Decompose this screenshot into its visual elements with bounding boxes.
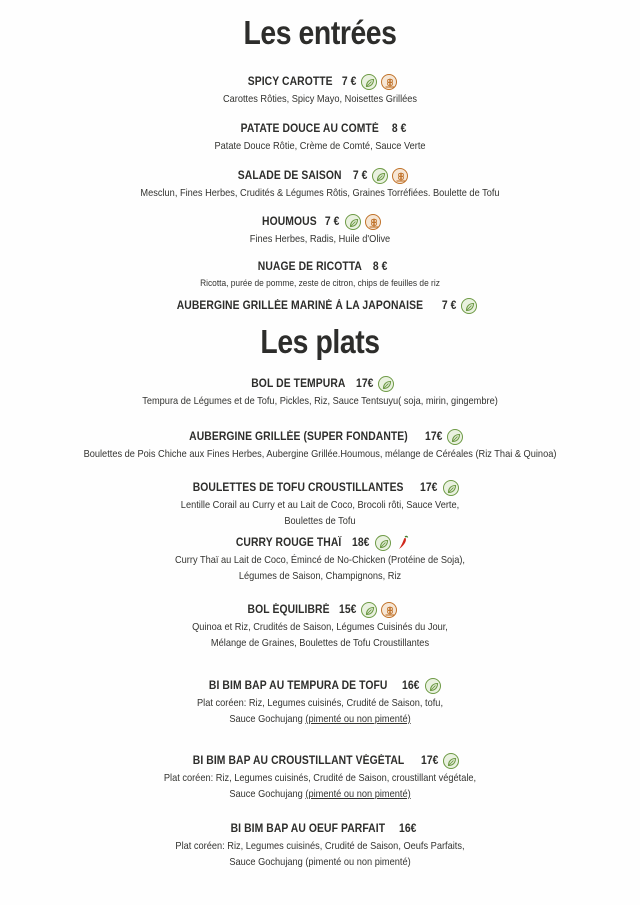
item-description: Patate Douce Rôtie, Crème de Comté, Sauce Verte [214, 140, 426, 152]
sauce-option-text: (pimenté ou non pimenté) [305, 713, 411, 725]
vegetarian-leaf-icon [443, 753, 459, 769]
menu-item-salade-de-saison [0, 166, 640, 201]
item-description-line-1: Plat coréen: Riz, Legumes cuisinés, Crudité de Saison, tofu, [196, 697, 444, 709]
menu-item-patate-douce [0, 119, 640, 154]
item-description: Boulettes de Pois Chiche aux Fines Herbes, Aubergine Grillée.Houmous, mélange de Céréales (Riz Thai & Quinoa) [83, 448, 557, 460]
item-name: SPICY CAROTTE [247, 76, 333, 88]
gluten-free-icon [381, 74, 397, 90]
menu-item-boulettes-de-tofu [0, 478, 640, 529]
menu-item-curry-rouge-thai [0, 533, 640, 584]
item-description-line-1: Plat coréen: Riz, Legumes cuisinés, Crudité de Saison, croustillant végétale, [163, 772, 477, 784]
item-name: AUBERGINE GRILLÉE (SUPER FONDANTE) [188, 431, 408, 443]
menu-item-aubergine-japonaise [0, 296, 640, 315]
gluten-free-icon [392, 168, 408, 184]
item-price: 8 € [391, 123, 407, 135]
menu-item-bibimbap-tempura [0, 676, 640, 727]
item-price: 16€ [399, 823, 417, 835]
item-description-line-1: Curry Thaï au Lait de Coco, Émincé de No-Chicken (Protéine de Soja), [174, 554, 466, 566]
item-price: 7 € [341, 76, 357, 88]
item-description-line-1: Lentille Corail au Curry et au Lait de Coco, Brocoli rôti, Sauce Verte, [180, 499, 460, 511]
vegetarian-leaf-icon [345, 214, 361, 230]
item-description-line-2: Légumes de Saison, Champignons, Riz [238, 570, 402, 582]
gluten-free-icon [365, 214, 381, 230]
section-title-plats: Les plats [260, 323, 380, 360]
item-name: BI BIM BAP AU OEUF PARFAIT [230, 823, 386, 835]
item-price: 17€ [420, 755, 439, 767]
vegetarian-leaf-icon [372, 168, 388, 184]
item-description-line-2: Boulettes de Tofu [284, 515, 356, 527]
item-price: 18€ [352, 537, 370, 549]
vegetarian-leaf-icon [361, 74, 377, 90]
item-description: Mesclun, Fines Herbes, Crudités & Légumes Rôtis, Graines Torréfiées. Boulette de Tofu [140, 187, 500, 199]
section-title-entrees: Les entrées [243, 14, 397, 51]
item-price: 17€ [424, 431, 443, 443]
item-name: NUAGE DE RICOTTA [257, 261, 362, 273]
item-name: BOULETTES DE TOFU CROUSTILLANTES [192, 482, 404, 494]
item-description: Tempura de Légumes et de Tofu, Pickles, Riz, Sauce Tentsuyu( soja, mirin, gingembre) [142, 395, 498, 407]
item-price: 17€ [420, 482, 438, 494]
item-price: 8 € [372, 261, 388, 273]
item-price: 7 € [325, 216, 340, 228]
item-price: 16€ [402, 680, 420, 692]
item-name: BI BIM BAP AU TEMPURA DE TOFU [208, 680, 388, 692]
item-description-line-1: Plat coréen: Riz, Legumes cuisinés, Crudité de Saison, Oeufs Parfaits, [175, 840, 465, 852]
sauce-text: Sauce Gochujang [229, 788, 306, 800]
vegetarian-leaf-icon [443, 480, 459, 496]
sauce-option-text: (pimenté ou non pimenté) [305, 788, 411, 800]
item-description-line-2: Sauce Gochujang (pimenté ou non pimenté) [229, 856, 411, 868]
menu-item-houmous [0, 212, 640, 247]
menu-item-bol-de-tempura [0, 374, 640, 409]
item-description-line-1: Quinoa et Riz, Crudités de Saison, Légumes Cuisinés du Jour, [192, 621, 448, 633]
item-name: SALADE DE SAISON [237, 170, 342, 182]
item-name: PATATE DOUCE AU COMTÉ [240, 123, 379, 135]
item-price: 7 € [352, 170, 367, 182]
sauce-text: Sauce Gochujang [229, 713, 306, 725]
chili-pepper-icon [396, 534, 410, 552]
menu-item-spicy-carotte [0, 72, 640, 107]
menu-item-aubergine-grillee [0, 427, 640, 462]
vegetarian-leaf-icon [378, 376, 394, 392]
item-description: Fines Herbes, Radis, Huile d'Olive [249, 233, 391, 245]
item-description: Ricotta, purée de pomme, zeste de citron, chips de feuilles de riz [200, 278, 440, 289]
item-name: BOL DE TEMPURA [251, 378, 346, 390]
vegetarian-leaf-icon [447, 429, 463, 445]
vegetarian-leaf-icon [425, 678, 441, 694]
menu-item-bol-equilibre [0, 600, 640, 651]
item-description-line-2: Mélange de Graines, Boulettes de Tofu Croustillantes [210, 637, 430, 649]
menu-item-nuage-de-ricotta [0, 257, 640, 292]
item-description-line-2 [38, 711, 601, 727]
menu-item-bibimbap-oeuf-parfait [0, 819, 640, 870]
item-name: AUBERGINE GRILLÉE MARINÉ À LA JAPONAISE [176, 300, 424, 312]
item-name: BOL ÉQUILIBRÉ [247, 604, 330, 616]
gluten-free-icon [381, 602, 397, 618]
item-description: Carottes Rôties, Spicy Mayo, Noisettes Grillées [222, 93, 418, 105]
vegetarian-leaf-icon [375, 535, 391, 551]
item-price: 7 € [441, 300, 457, 312]
vegetarian-leaf-icon [361, 602, 377, 618]
vegetarian-leaf-icon [461, 298, 477, 314]
item-description-line-2 [38, 786, 601, 802]
item-name: HOUMOUS [262, 216, 318, 228]
item-name: CURRY ROUGE THAÏ [235, 537, 342, 549]
item-price: 17€ [355, 378, 374, 390]
menu-item-bibimbap-croustillant [0, 751, 640, 802]
item-price: 15€ [338, 604, 357, 616]
item-name: BI BIM BAP AU CROUSTILLANT VÉGÉTAL [192, 755, 405, 767]
